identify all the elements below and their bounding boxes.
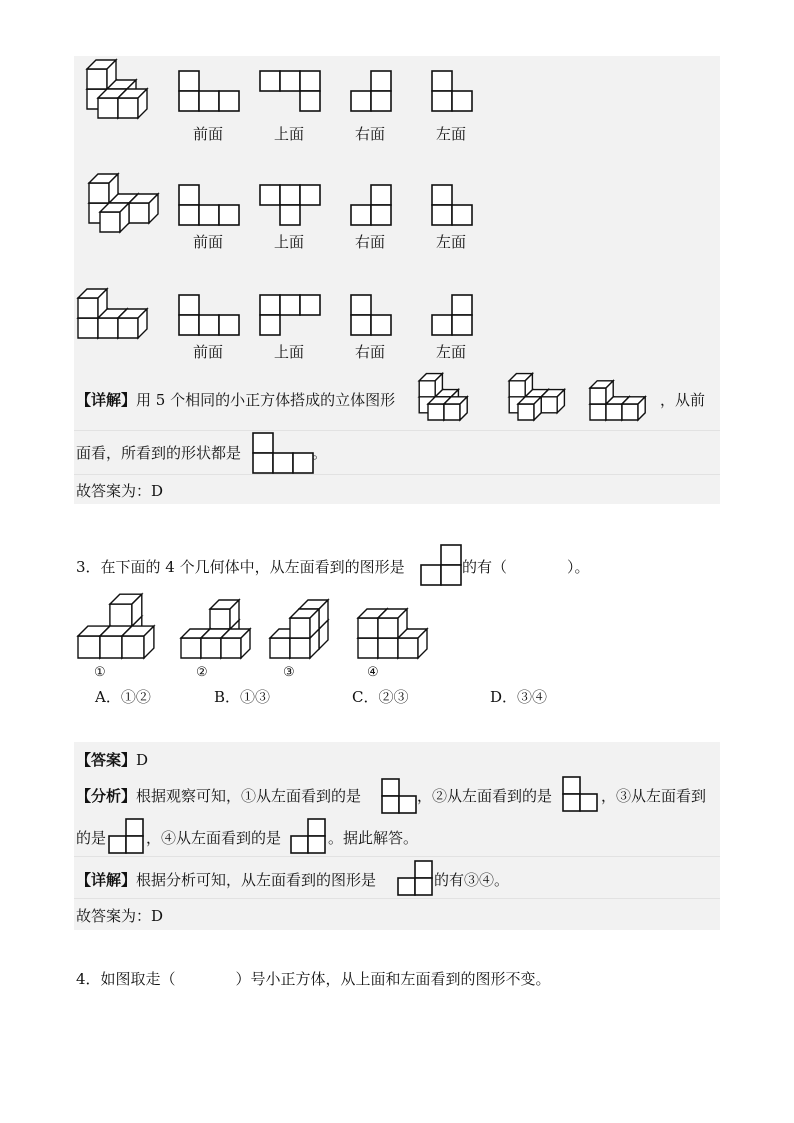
q3-figure-label-1: ① bbox=[94, 665, 106, 680]
top-view-row2 bbox=[259, 184, 323, 228]
option-d[interactable]: D．③④ bbox=[490, 688, 548, 706]
top-view-row3 bbox=[259, 294, 323, 338]
detail-text-cont: 面看，所看到的形状都是 bbox=[76, 444, 242, 462]
inline-figure-a bbox=[410, 376, 476, 422]
q3-inline-view bbox=[420, 544, 464, 586]
q3-figure-label-3: ③ bbox=[283, 665, 295, 680]
question-3-suffix: 的有（ ）。 bbox=[462, 558, 590, 576]
view-label-left: 左面 bbox=[435, 233, 466, 251]
analysis-text-3: ，③从左面看到 bbox=[601, 787, 707, 805]
right-view-row3 bbox=[350, 294, 394, 338]
inline-figure-b bbox=[500, 376, 566, 422]
view-label-left: 左面 bbox=[435, 343, 466, 361]
analysis-text-2: ，②从左面看到的是 bbox=[417, 787, 553, 805]
analysis-text-1: 根据观察可知，①从左面看到的是 bbox=[136, 787, 362, 805]
left-view-row2 bbox=[431, 184, 475, 228]
analysis-view-1 bbox=[381, 778, 417, 812]
option-c[interactable]: C．②③ bbox=[352, 688, 409, 706]
q3-figure-label-2: ② bbox=[196, 665, 208, 680]
front-view-row3 bbox=[178, 294, 242, 338]
top-view-row1 bbox=[259, 70, 323, 114]
detail-view bbox=[397, 860, 435, 896]
option-b[interactable]: B．①③ bbox=[214, 688, 271, 706]
analysis-view-4 bbox=[290, 818, 328, 854]
cube-figure-row1 bbox=[76, 64, 156, 120]
q3-figure-4 bbox=[356, 606, 416, 660]
detail-text: 用 5 个相同的小正方体搭成的立体图形 bbox=[136, 391, 396, 409]
question-3-prefix: 3．在下面的 4 个几何体中，从左面看到的图形是 bbox=[76, 558, 405, 576]
analysis-text-4: 的是 bbox=[76, 829, 107, 847]
view-label-right: 右面 bbox=[354, 233, 385, 251]
view-label-front: 前面 bbox=[192, 125, 223, 143]
left-view-row3 bbox=[431, 294, 475, 338]
front-view-row2 bbox=[178, 184, 242, 228]
analysis-text-5: ，④从左面看到的是 bbox=[146, 829, 282, 847]
cube-figure-row2 bbox=[78, 176, 158, 234]
view-label-left: 左面 bbox=[435, 125, 466, 143]
analysis-view-3 bbox=[108, 818, 146, 854]
question-4: 4．如图取走（ ）号小正方体，从上面和左面看到的图形不变。 bbox=[76, 970, 551, 988]
inline-figure-c bbox=[588, 378, 660, 422]
analysis-view-2 bbox=[562, 776, 600, 812]
right-view-row2 bbox=[350, 184, 394, 228]
answer-tag: 【答案】 bbox=[76, 751, 137, 769]
inline-view-front bbox=[252, 432, 314, 474]
view-label-top: 上面 bbox=[273, 233, 304, 251]
front-view-row1 bbox=[178, 70, 242, 114]
answer-value: D bbox=[136, 751, 149, 769]
answer-line-1: 故答案为：D bbox=[76, 482, 164, 500]
left-view-row1 bbox=[431, 70, 475, 114]
option-a[interactable]: A．①② bbox=[95, 688, 151, 706]
view-label-top: 上面 bbox=[273, 125, 304, 143]
view-label-front: 前面 bbox=[192, 343, 223, 361]
q3-figure-3 bbox=[268, 606, 328, 660]
view-label-top: 上面 bbox=[273, 343, 304, 361]
analysis-tag: 【分析】 bbox=[76, 787, 137, 805]
answer-line-2: 故答案为：D bbox=[76, 907, 164, 925]
cube-figure-row3 bbox=[76, 290, 158, 340]
detail-text-end: ，从前 bbox=[660, 391, 706, 409]
detail-tag-2: 【详解】 bbox=[76, 871, 137, 889]
detail-text-2-end: 的有③④。 bbox=[434, 871, 510, 889]
q3-figure-label-4: ④ bbox=[367, 665, 379, 680]
detail-text-2: 根据分析可知，从左面看到的图形是 bbox=[136, 871, 377, 889]
view-label-right: 右面 bbox=[354, 125, 385, 143]
q3-figure-1 bbox=[76, 602, 152, 660]
q3-figure-2 bbox=[179, 602, 251, 660]
view-label-front: 前面 bbox=[192, 233, 223, 251]
analysis-text-6: 。据此解答。 bbox=[328, 829, 419, 847]
detail-text-period: 。 bbox=[312, 444, 328, 462]
right-view-row1 bbox=[350, 70, 394, 114]
detail-tag: 【详解】 bbox=[76, 391, 137, 409]
view-label-right: 右面 bbox=[354, 343, 385, 361]
